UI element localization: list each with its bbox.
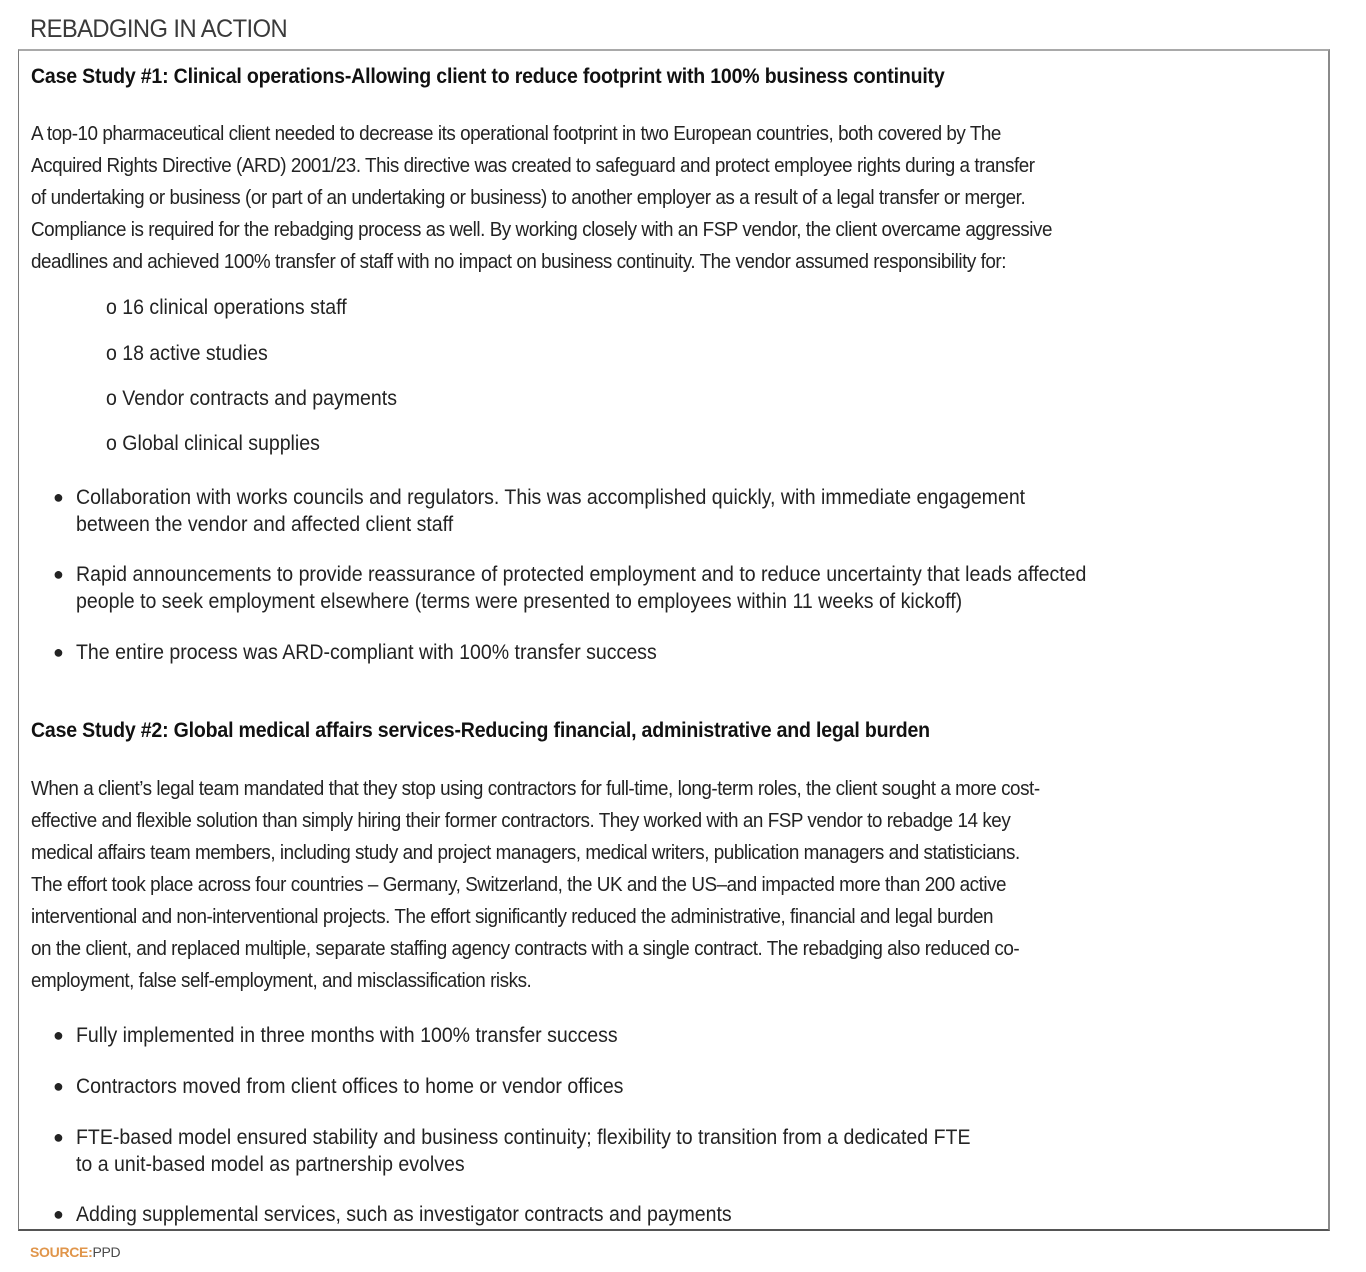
paragraph-line: medical affairs team members, including study and project managers, medical writers, publication managers and statisticians. bbox=[31, 841, 1020, 864]
source-label: SOURCE: bbox=[30, 1244, 93, 1260]
paragraph-line: interventional and non-interventional projects. The effort significantly reduced the administrative, financial and legal burden bbox=[31, 905, 994, 928]
responsibility-item: o Vendor contracts and payments bbox=[106, 387, 397, 410]
case-study-1-paragraph bbox=[31, 118, 1331, 278]
bullet-line: FTE-based model ensured stability and business continuity; flexibility to transition from a dedicated FTE bbox=[76, 1126, 971, 1149]
paragraph-line: When a client’s legal team mandated that they stop using contractors for full-time, long-term roles, the client sought a more cost- bbox=[31, 777, 1040, 800]
case-study-2-paragraph bbox=[31, 773, 1331, 997]
bullet-line: Collaboration with works councils and regulators. This was accomplished quickly, with immediate engagement bbox=[76, 486, 1026, 509]
bullet-dot-icon: ● bbox=[53, 564, 64, 584]
bullet-dot-icon: ● bbox=[53, 1127, 64, 1147]
bullet-line: Fully implemented in three months with 100% transfer success bbox=[76, 1024, 618, 1047]
responsibility-item: o Global clinical supplies bbox=[106, 432, 320, 455]
page-title: REBADGING IN ACTION bbox=[30, 15, 288, 43]
paragraph-line: A top-10 pharmaceutical client needed to decrease its operational footprint in two European countries, both covered by The bbox=[31, 122, 1001, 145]
bullet-line: people to seek employment elsewhere (terms were presented to employees within 11 weeks of kickoff) bbox=[76, 590, 963, 613]
bullet-line: to a unit-based model as partnership evolves bbox=[76, 1153, 465, 1176]
bullet-dot-icon: ● bbox=[53, 642, 64, 662]
bullet-dot-icon: ● bbox=[53, 1025, 64, 1045]
bullet-line: between the vendor and affected client staff bbox=[76, 513, 454, 536]
responsibility-item: o 18 active studies bbox=[106, 342, 268, 365]
case-studies-box bbox=[18, 49, 1330, 1231]
bullet-line: Adding supplemental services, such as investigator contracts and payments bbox=[76, 1203, 732, 1226]
paragraph-line: deadlines and achieved 100% transfer of staff with no impact on business continuity. The vendor assumed responsibility for: bbox=[31, 250, 1007, 273]
bullet-dot-icon: ● bbox=[53, 1204, 64, 1224]
bullet-line: Contractors moved from client offices to home or vendor offices bbox=[76, 1075, 624, 1098]
paragraph-line: employment, false self-employment, and misclassification risks. bbox=[31, 969, 532, 992]
source-value: PPD bbox=[92, 1244, 121, 1260]
bullet-line: The entire process was ARD-compliant with 100% transfer success bbox=[76, 641, 657, 664]
paragraph-line: of undertaking or business (or part of an undertaking or business) to another employer as a result of a legal transfer or merger. bbox=[31, 186, 1026, 209]
paragraph-line: The effort took place across four countries – Germany, Switzerland, the UK and the US–and impacted more than 200 active bbox=[31, 873, 1007, 896]
paragraph-line: on the client, and replaced multiple, separate staffing agency contracts with a single contract. The rebadging also reduced co- bbox=[31, 937, 1020, 960]
source-credit bbox=[30, 1244, 120, 1260]
case-study-1-heading: Case Study #1: Clinical operations-Allowing client to reduce footprint with 100% business continuity bbox=[31, 65, 945, 88]
bullet-dot-icon: ● bbox=[53, 487, 64, 507]
bullet-dot-icon: ● bbox=[53, 1076, 64, 1096]
responsibility-item: o 16 clinical operations staff bbox=[106, 296, 347, 319]
paragraph-line: Acquired Rights Directive (ARD) 2001/23. This directive was created to safeguard and protect employee rights during a transfer bbox=[31, 154, 1035, 177]
case-study-2-heading: Case Study #2: Global medical affairs services-Reducing financial, administrative and legal burden bbox=[31, 719, 930, 742]
bullet-line: Rapid announcements to provide reassurance of protected employment and to reduce uncertainty that leads affected bbox=[76, 563, 1087, 586]
paragraph-line: Compliance is required for the rebadging process as well. By working closely with an FSP vendor, the client overcame aggressive bbox=[31, 218, 1052, 241]
paragraph-line: effective and flexible solution than simply hiring their former contractors. They worked with an FSP vendor to rebadge 14 key bbox=[31, 809, 1011, 832]
